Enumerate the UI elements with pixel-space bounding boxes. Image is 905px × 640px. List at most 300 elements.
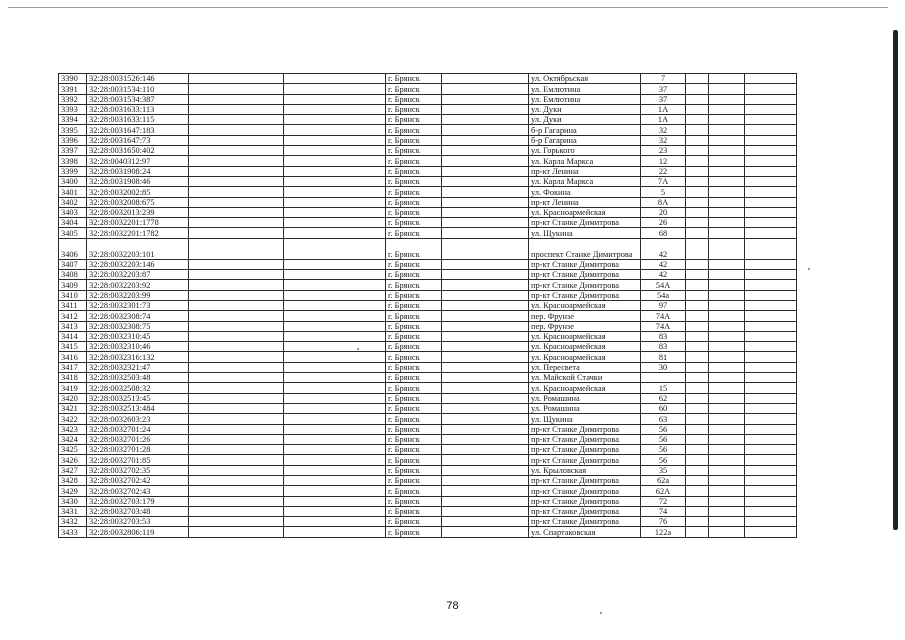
table-row xyxy=(59,156,797,166)
empty-cell xyxy=(686,280,709,290)
empty-cell xyxy=(709,300,745,310)
street-cell: ул. Ромашина xyxy=(529,393,641,403)
empty-cell xyxy=(709,259,745,269)
street-cell: пр-кт Станке Димитрова xyxy=(529,434,641,444)
empty-cell xyxy=(745,373,797,383)
table-row xyxy=(59,238,797,259)
house-number-cell: 72 xyxy=(641,496,686,506)
cadastral-number-cell: 32:28:0031908:46 xyxy=(87,176,189,186)
street-cell: ул. Крыловская xyxy=(529,465,641,475)
empty-cell xyxy=(686,290,709,300)
house-number-cell: 12 xyxy=(641,156,686,166)
empty-cell xyxy=(284,135,386,145)
empty-cell xyxy=(686,445,709,455)
empty-cell xyxy=(745,434,797,444)
empty-cell xyxy=(189,486,284,496)
empty-cell xyxy=(442,362,529,372)
row-number-cell: 3410 xyxy=(59,290,87,300)
empty-cell xyxy=(284,434,386,444)
empty-cell xyxy=(686,352,709,362)
empty-cell xyxy=(284,506,386,516)
empty-cell xyxy=(442,125,529,135)
empty-cell xyxy=(686,228,709,238)
city-cell: г. Брянск xyxy=(386,207,442,217)
cadastral-number-cell: 32:28:0031633:113 xyxy=(87,104,189,114)
empty-cell xyxy=(686,197,709,207)
table-row xyxy=(59,94,797,104)
city-cell: г. Брянск xyxy=(386,135,442,145)
table-row xyxy=(59,486,797,496)
empty-cell xyxy=(686,259,709,269)
row-number-cell: 3411 xyxy=(59,300,87,310)
cadastral-number-cell: 32:28:0032201:1778 xyxy=(87,218,189,228)
city-cell: г. Брянск xyxy=(386,125,442,135)
empty-cell xyxy=(189,270,284,280)
table-row xyxy=(59,403,797,413)
row-number-cell: 3416 xyxy=(59,352,87,362)
street-cell: ул. Красноармейская xyxy=(529,342,641,352)
house-number-cell: 7 xyxy=(641,74,686,84)
table-row xyxy=(59,414,797,424)
street-cell: пер. Фрунзе xyxy=(529,321,641,331)
city-cell: г. Брянск xyxy=(386,517,442,527)
empty-cell xyxy=(745,393,797,403)
cadastral-number-cell: 32:28:0032002:85 xyxy=(87,187,189,197)
empty-cell xyxy=(709,207,745,217)
empty-cell xyxy=(189,352,284,362)
table-row xyxy=(59,280,797,290)
street-cell: пр-кт Станке Димитрова xyxy=(529,218,641,228)
house-number-cell: 63 xyxy=(641,414,686,424)
street-cell: ул. Щукина xyxy=(529,228,641,238)
empty-cell xyxy=(686,238,709,259)
empty-cell xyxy=(709,166,745,176)
empty-cell xyxy=(284,517,386,527)
empty-cell xyxy=(284,94,386,104)
city-cell: г. Брянск xyxy=(386,280,442,290)
empty-cell xyxy=(686,455,709,465)
house-number-cell: 122а xyxy=(641,527,686,537)
cadastral-number-cell: 32:28:0032701:85 xyxy=(87,455,189,465)
empty-cell xyxy=(284,414,386,424)
cadastral-number-cell: 32:28:0032703:48 xyxy=(87,506,189,516)
empty-cell xyxy=(442,342,529,352)
street-cell: ул. Карла Маркса xyxy=(529,156,641,166)
empty-cell xyxy=(442,270,529,280)
cadastral-number-cell: 32:28:0031908:24 xyxy=(87,166,189,176)
empty-cell xyxy=(189,74,284,84)
cadastral-number-cell: 32:28:0031633:115 xyxy=(87,115,189,125)
empty-cell xyxy=(284,403,386,413)
empty-cell xyxy=(709,362,745,372)
street-cell: ул. Горького xyxy=(529,146,641,156)
empty-cell xyxy=(745,362,797,372)
street-cell: ул. Октябрьская xyxy=(529,74,641,84)
row-number-cell: 3403 xyxy=(59,207,87,217)
street-cell: ул. Карла Маркса xyxy=(529,176,641,186)
empty-cell xyxy=(189,146,284,156)
table-row xyxy=(59,475,797,485)
house-number-cell: 8А xyxy=(641,197,686,207)
house-number-cell: 54А xyxy=(641,280,686,290)
empty-cell xyxy=(745,517,797,527)
cadastral-number-cell: 32:28:0032513:484 xyxy=(87,403,189,413)
cadastral-number-cell: 32:28:0032203:87 xyxy=(87,270,189,280)
empty-cell xyxy=(745,321,797,331)
empty-cell xyxy=(284,352,386,362)
empty-cell xyxy=(189,187,284,197)
empty-cell xyxy=(442,290,529,300)
empty-cell xyxy=(709,424,745,434)
row-number-cell: 3405 xyxy=(59,228,87,238)
house-number-cell: 5 xyxy=(641,187,686,197)
empty-cell xyxy=(745,383,797,393)
table-row xyxy=(59,300,797,310)
empty-cell xyxy=(189,311,284,321)
empty-cell xyxy=(686,331,709,341)
empty-cell xyxy=(189,455,284,465)
city-cell: г. Брянск xyxy=(386,94,442,104)
empty-cell xyxy=(709,218,745,228)
street-cell: ул. Красноармейская xyxy=(529,383,641,393)
street-cell: пр-кт Ленина xyxy=(529,166,641,176)
house-number-cell: 62а xyxy=(641,475,686,485)
table-row xyxy=(59,383,797,393)
empty-cell xyxy=(686,135,709,145)
city-cell: г. Брянск xyxy=(386,475,442,485)
register-table xyxy=(58,73,797,538)
row-number-cell: 3426 xyxy=(59,455,87,465)
empty-cell xyxy=(709,176,745,186)
empty-cell xyxy=(284,125,386,135)
street-cell: пер. Фрунзе xyxy=(529,311,641,321)
empty-cell xyxy=(709,496,745,506)
empty-cell xyxy=(709,393,745,403)
row-number-cell: 3421 xyxy=(59,403,87,413)
row-number-cell: 3425 xyxy=(59,445,87,455)
row-number-cell: 3399 xyxy=(59,166,87,176)
empty-cell xyxy=(442,300,529,310)
empty-cell xyxy=(745,352,797,362)
empty-cell xyxy=(189,527,284,537)
empty-cell xyxy=(745,135,797,145)
empty-cell xyxy=(686,176,709,186)
empty-cell xyxy=(686,393,709,403)
empty-cell xyxy=(745,342,797,352)
empty-cell xyxy=(284,465,386,475)
city-cell: г. Брянск xyxy=(386,414,442,424)
house-number-cell: 74А xyxy=(641,321,686,331)
cadastral-number-cell: 32:28:0032301:73 xyxy=(87,300,189,310)
city-cell: г. Брянск xyxy=(386,259,442,269)
row-number-cell: 3412 xyxy=(59,311,87,321)
cadastral-number-cell: 32:28:0032008:675 xyxy=(87,197,189,207)
empty-cell xyxy=(709,465,745,475)
empty-cell xyxy=(686,342,709,352)
scan-speck xyxy=(600,612,602,614)
table-row xyxy=(59,465,797,475)
empty-cell xyxy=(284,362,386,372)
empty-cell xyxy=(745,238,797,259)
empty-cell xyxy=(745,403,797,413)
street-cell: ул. Дуки xyxy=(529,104,641,114)
empty-cell xyxy=(442,228,529,238)
empty-cell xyxy=(686,506,709,516)
empty-cell xyxy=(284,74,386,84)
empty-cell xyxy=(686,403,709,413)
empty-cell xyxy=(745,207,797,217)
row-number-cell: 3431 xyxy=(59,506,87,516)
scan-right-edge xyxy=(893,30,898,530)
row-number-cell: 3396 xyxy=(59,135,87,145)
empty-cell xyxy=(189,434,284,444)
row-number-cell: 3430 xyxy=(59,496,87,506)
city-cell: г. Брянск xyxy=(386,218,442,228)
empty-cell xyxy=(442,115,529,125)
table-row xyxy=(59,352,797,362)
empty-cell xyxy=(442,311,529,321)
empty-cell xyxy=(745,270,797,280)
table-row xyxy=(59,527,797,537)
table-row xyxy=(59,342,797,352)
street-cell: пр-кт Станке Димитрова xyxy=(529,290,641,300)
empty-cell xyxy=(745,465,797,475)
house-number-cell: 32 xyxy=(641,125,686,135)
empty-cell xyxy=(284,187,386,197)
empty-cell xyxy=(709,342,745,352)
empty-cell xyxy=(189,517,284,527)
empty-cell xyxy=(709,187,745,197)
street-cell: ул. Ромашина xyxy=(529,403,641,413)
empty-cell xyxy=(284,455,386,465)
cadastral-number-cell: 32:28:0032310:45 xyxy=(87,331,189,341)
empty-cell xyxy=(442,176,529,186)
empty-cell xyxy=(284,424,386,434)
house-number-cell: 15 xyxy=(641,383,686,393)
empty-cell xyxy=(284,104,386,114)
empty-cell xyxy=(709,475,745,485)
table-row xyxy=(59,135,797,145)
empty-cell xyxy=(442,74,529,84)
row-number-cell: 3401 xyxy=(59,187,87,197)
empty-cell xyxy=(284,342,386,352)
empty-cell xyxy=(709,270,745,280)
empty-cell xyxy=(442,259,529,269)
empty-cell xyxy=(442,465,529,475)
empty-cell xyxy=(709,156,745,166)
empty-cell xyxy=(442,424,529,434)
empty-cell xyxy=(745,290,797,300)
empty-cell xyxy=(284,228,386,238)
empty-cell xyxy=(442,197,529,207)
empty-cell xyxy=(189,393,284,403)
cadastral-number-cell: 32:28:0032201:1782 xyxy=(87,228,189,238)
row-number-cell: 3409 xyxy=(59,280,87,290)
empty-cell xyxy=(189,166,284,176)
empty-cell xyxy=(442,403,529,413)
empty-cell xyxy=(442,321,529,331)
city-cell: г. Брянск xyxy=(386,238,442,259)
city-cell: г. Брянск xyxy=(386,187,442,197)
empty-cell xyxy=(189,403,284,413)
row-number-cell: 3391 xyxy=(59,84,87,94)
empty-cell xyxy=(284,84,386,94)
empty-cell xyxy=(709,290,745,300)
empty-cell xyxy=(745,156,797,166)
empty-cell xyxy=(745,104,797,114)
street-cell: проспект Станке Димитрова xyxy=(529,238,641,259)
cadastral-number-cell: 32:28:0032308:74 xyxy=(87,311,189,321)
cadastral-number-cell: 32:28:0032603:23 xyxy=(87,414,189,424)
empty-cell xyxy=(686,311,709,321)
city-cell: г. Брянск xyxy=(386,352,442,362)
street-cell: ул. Красноармейская xyxy=(529,331,641,341)
house-number-cell: 56 xyxy=(641,445,686,455)
city-cell: г. Брянск xyxy=(386,527,442,537)
empty-cell xyxy=(709,228,745,238)
street-cell: пр-кт Станке Димитрова xyxy=(529,259,641,269)
cadastral-number-cell: 32:28:0032203:92 xyxy=(87,280,189,290)
city-cell: г. Брянск xyxy=(386,434,442,444)
table-row xyxy=(59,393,797,403)
row-number-cell: 3433 xyxy=(59,527,87,537)
city-cell: г. Брянск xyxy=(386,300,442,310)
empty-cell xyxy=(709,146,745,156)
row-number-cell: 3407 xyxy=(59,259,87,269)
empty-cell xyxy=(745,486,797,496)
empty-cell xyxy=(284,373,386,383)
street-cell: б-р Гагарина xyxy=(529,125,641,135)
cadastral-number-cell: 32:28:0032703:53 xyxy=(87,517,189,527)
street-cell: ул. Фокина xyxy=(529,187,641,197)
empty-cell xyxy=(709,115,745,125)
empty-cell xyxy=(189,84,284,94)
empty-cell xyxy=(284,383,386,393)
house-number-cell: 37 xyxy=(641,94,686,104)
empty-cell xyxy=(284,300,386,310)
house-number-cell: 35 xyxy=(641,465,686,475)
empty-cell xyxy=(745,496,797,506)
row-number-cell: 3390 xyxy=(59,74,87,84)
empty-cell xyxy=(745,176,797,186)
row-number-cell: 3397 xyxy=(59,146,87,156)
table-row xyxy=(59,115,797,125)
cadastral-number-cell: 32:28:0032806:119 xyxy=(87,527,189,537)
table-row xyxy=(59,362,797,372)
table-row xyxy=(59,506,797,516)
empty-cell xyxy=(709,403,745,413)
empty-cell xyxy=(709,506,745,516)
empty-cell xyxy=(709,74,745,84)
table-row xyxy=(59,207,797,217)
house-number-cell: 23 xyxy=(641,146,686,156)
empty-cell xyxy=(745,445,797,455)
row-number-cell: 3422 xyxy=(59,414,87,424)
empty-cell xyxy=(284,475,386,485)
row-number-cell: 3406 xyxy=(59,238,87,259)
cadastral-number-cell: 32:28:0031526:146 xyxy=(87,74,189,84)
street-cell: ул. Красноармейская xyxy=(529,300,641,310)
cadastral-number-cell: 32:28:0032702:42 xyxy=(87,475,189,485)
empty-cell xyxy=(686,300,709,310)
empty-cell xyxy=(442,527,529,537)
empty-cell xyxy=(686,496,709,506)
city-cell: г. Брянск xyxy=(386,270,442,280)
empty-cell xyxy=(709,517,745,527)
empty-cell xyxy=(284,259,386,269)
table-row xyxy=(59,321,797,331)
empty-cell xyxy=(284,496,386,506)
table-row xyxy=(59,496,797,506)
empty-cell xyxy=(442,331,529,341)
empty-cell xyxy=(442,104,529,114)
city-cell: г. Брянск xyxy=(386,146,442,156)
city-cell: г. Брянск xyxy=(386,373,442,383)
empty-cell xyxy=(442,393,529,403)
empty-cell xyxy=(686,187,709,197)
row-number-cell: 3395 xyxy=(59,125,87,135)
city-cell: г. Брянск xyxy=(386,424,442,434)
city-cell: г. Брянск xyxy=(386,486,442,496)
street-cell: пр-кт Станке Димитрова xyxy=(529,517,641,527)
street-cell: ул. Спартаковская xyxy=(529,527,641,537)
table-row xyxy=(59,270,797,280)
house-number-cell: 83 xyxy=(641,331,686,341)
empty-cell xyxy=(745,218,797,228)
empty-cell xyxy=(745,527,797,537)
street-cell: ул. Пересвета xyxy=(529,362,641,372)
empty-cell xyxy=(686,166,709,176)
empty-cell xyxy=(442,373,529,383)
empty-cell xyxy=(686,434,709,444)
city-cell: г. Брянск xyxy=(386,342,442,352)
empty-cell xyxy=(189,104,284,114)
empty-cell xyxy=(284,197,386,207)
cadastral-number-cell: 32:28:0032513:45 xyxy=(87,393,189,403)
empty-cell xyxy=(284,146,386,156)
register-table-body xyxy=(59,74,797,538)
table-row xyxy=(59,176,797,186)
cadastral-number-cell: 32:28:0040312:97 xyxy=(87,156,189,166)
house-number-cell: 22 xyxy=(641,166,686,176)
street-cell: пр-кт Станке Димитрова xyxy=(529,475,641,485)
row-number-cell: 3428 xyxy=(59,475,87,485)
cadastral-number-cell: 32:28:0031650:402 xyxy=(87,146,189,156)
house-number-cell: 56 xyxy=(641,424,686,434)
empty-cell xyxy=(745,74,797,84)
empty-cell xyxy=(442,496,529,506)
city-cell: г. Брянск xyxy=(386,403,442,413)
house-number-cell: 20 xyxy=(641,207,686,217)
empty-cell xyxy=(284,115,386,125)
street-cell: ул. Емлютина xyxy=(529,84,641,94)
empty-cell xyxy=(686,517,709,527)
row-number-cell: 3419 xyxy=(59,383,87,393)
empty-cell xyxy=(189,496,284,506)
empty-cell xyxy=(686,156,709,166)
table-row xyxy=(59,197,797,207)
empty-cell xyxy=(189,218,284,228)
cadastral-number-cell: 32:28:0031647:73 xyxy=(87,135,189,145)
row-number-cell: 3408 xyxy=(59,270,87,280)
city-cell: г. Брянск xyxy=(386,496,442,506)
street-cell: пр-кт Станке Димитрова xyxy=(529,445,641,455)
row-number-cell: 3415 xyxy=(59,342,87,352)
empty-cell xyxy=(442,238,529,259)
row-number-cell: 3404 xyxy=(59,218,87,228)
row-number-cell: 3429 xyxy=(59,486,87,496)
table-row xyxy=(59,218,797,228)
